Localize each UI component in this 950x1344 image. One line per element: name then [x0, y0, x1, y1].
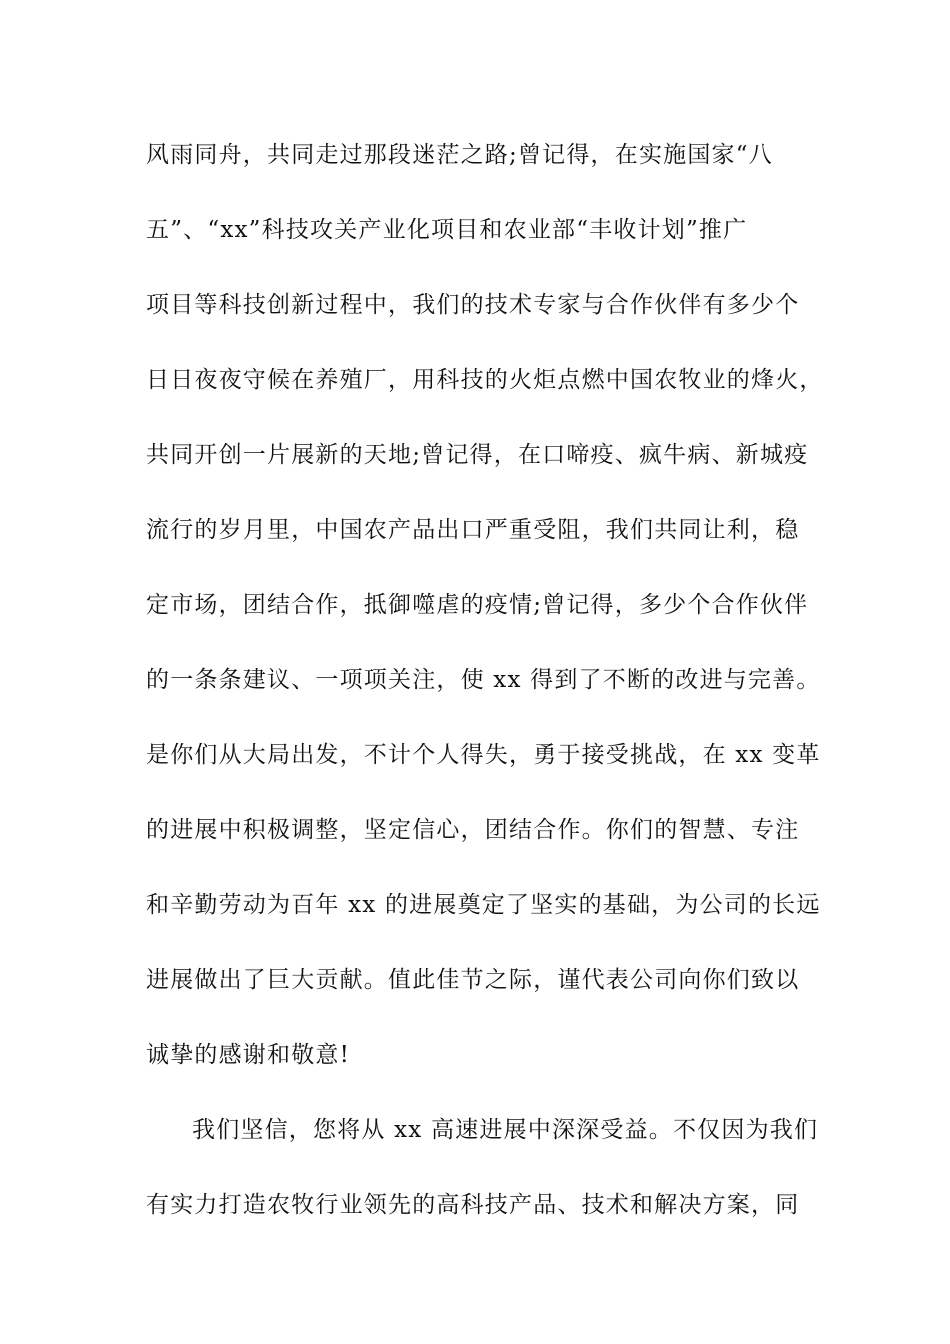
body-text: [146, 138, 824, 1263]
text-line: 风雨同舟，共同走过那段迷茫之路;曾记得，在实施国家“八: [146, 142, 773, 168]
text-line: 的进展中积极调整，坚定信心，团结合作。你们的智慧、专注: [146, 817, 800, 843]
paragraph-start-line: 我们坚信，您将从 xx 高速进展中深深受益。不仅因为我们: [192, 1117, 819, 1143]
text-line: 定市场，团结合作，抵御噬虐的疫情;曾记得，多少个合作伙伴: [146, 592, 809, 618]
text-line: 和辛勤劳动为百年 xx 的进展奠定了坚实的基础，为公司的长远: [146, 892, 821, 918]
text-line: 的一条条建议、一项项关注，使 xx 得到了不断的改进与完善。: [146, 667, 821, 693]
text-line: 流行的岁月里，中国农产品出口严重受阻，我们共同让利，稳: [146, 517, 800, 543]
text-line: 有实力打造农牧行业领先的高科技产品、技术和解决方案，同: [146, 1192, 800, 1218]
text-line: 日日夜夜守候在养殖厂，用科技的火炬点燃中国农牧业的烽火，: [146, 367, 824, 393]
text-line: 是你们从大局出发，不计个人得失，勇于接受挑战，在 xx 变革: [146, 742, 821, 768]
text-line: 五”、“xx”科技攻关产业化项目和农业部“丰收计划”推广: [146, 217, 748, 243]
text-line: 共同开创一片展新的天地;曾记得，在口啼疫、疯牛病、新城疫: [146, 442, 809, 468]
text-line: 诚挚的感谢和敬意!: [146, 1042, 351, 1068]
text-line: 进展做出了巨大贡献。值此佳节之际，谨代表公司向你们致以: [146, 967, 800, 993]
text-line: 项目等科技创新过程中，我们的技术专家与合作伙伴有多少个: [146, 292, 800, 318]
